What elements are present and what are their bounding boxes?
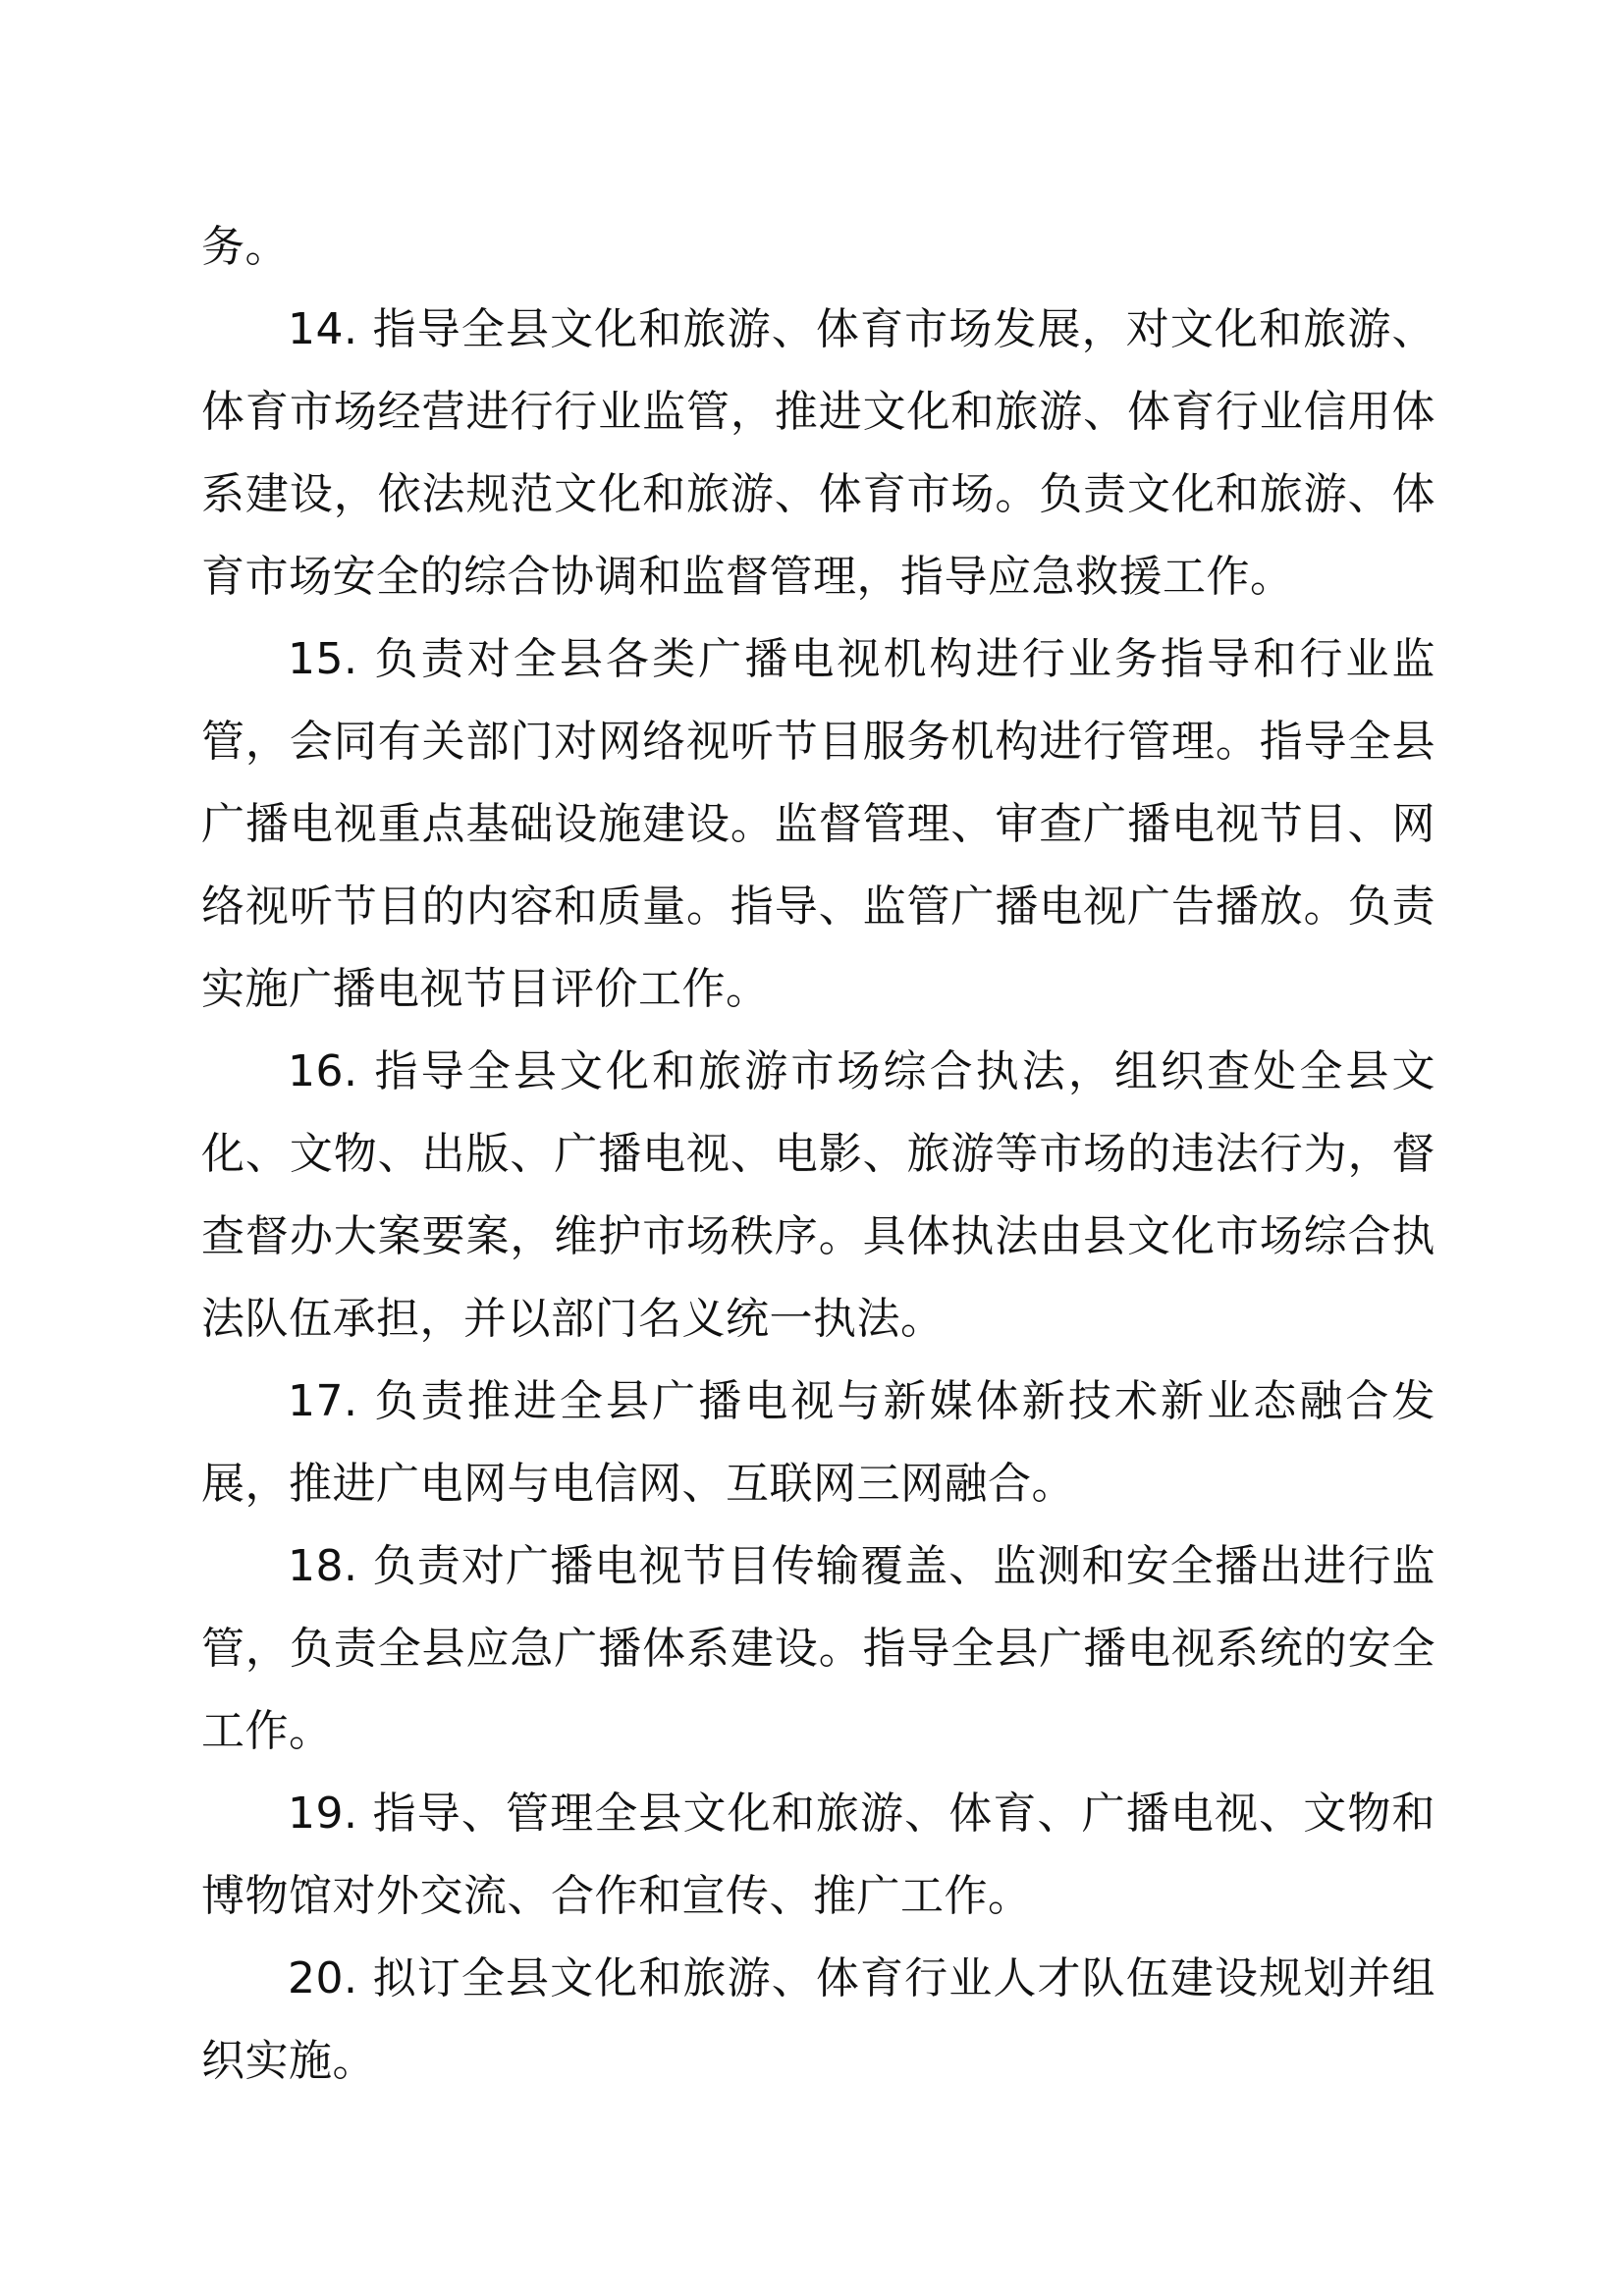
paragraph-item-16: 16. 指导全县文化和旅游市场综合执法，组织查处全县文化、文物、出版、广播电视、电影、旅游等市场的违法行为，督查督办大案要案，维护市场秩序。具体执法由县文化市场综合执法队伍承担，并以部门名义统一执法。 bbox=[201, 1046, 1435, 1344]
document-page bbox=[201, 206, 1435, 2103]
paragraph-item-17: 17. 负责推进全县广播电视与新媒体新技术新业态融合发展，推进广电网与电信网、互联网三网融合。 bbox=[201, 1376, 1435, 1509]
paragraph-continuation: 务。 bbox=[201, 222, 289, 272]
paragraph-item-20: 20. 拟订全县文化和旅游、体育行业人才队伍建设规划并组织实施。 bbox=[201, 1953, 1435, 2086]
paragraph-item-15: 15. 负责对全县各类广播电视机构进行业务指导和行业监管，会同有关部门对网络视听节目服务机构进行管理。指导全县广播电视重点基础设施建设。监督管理、审查广播电视节目、网络视听节目的内容和质量。指导、监管广播电视广告播放。负责实施广播电视节目评价工作。 bbox=[201, 634, 1435, 1014]
paragraph-item-14: 14. 指导全县文化和旅游、体育市场发展，对文化和旅游、体育市场经营进行行业监管，推进文化和旅游、体育行业信用体系建设，依法规范文化和旅游、体育市场。负责文化和旅游、体育市场安全的综合协调和监督管理，指导应急救援工作。 bbox=[201, 304, 1435, 602]
paragraph-item-19: 19. 指导、管理全县文化和旅游、体育、广播电视、文物和博物馆对外交流、合作和宣传、推广工作。 bbox=[201, 1789, 1435, 1921]
paragraph-item-18: 18. 负责对广播电视节目传输覆盖、监测和安全播出进行监管，负责全县应急广播体系建设。指导全县广播电视系统的安全工作。 bbox=[201, 1541, 1435, 1756]
